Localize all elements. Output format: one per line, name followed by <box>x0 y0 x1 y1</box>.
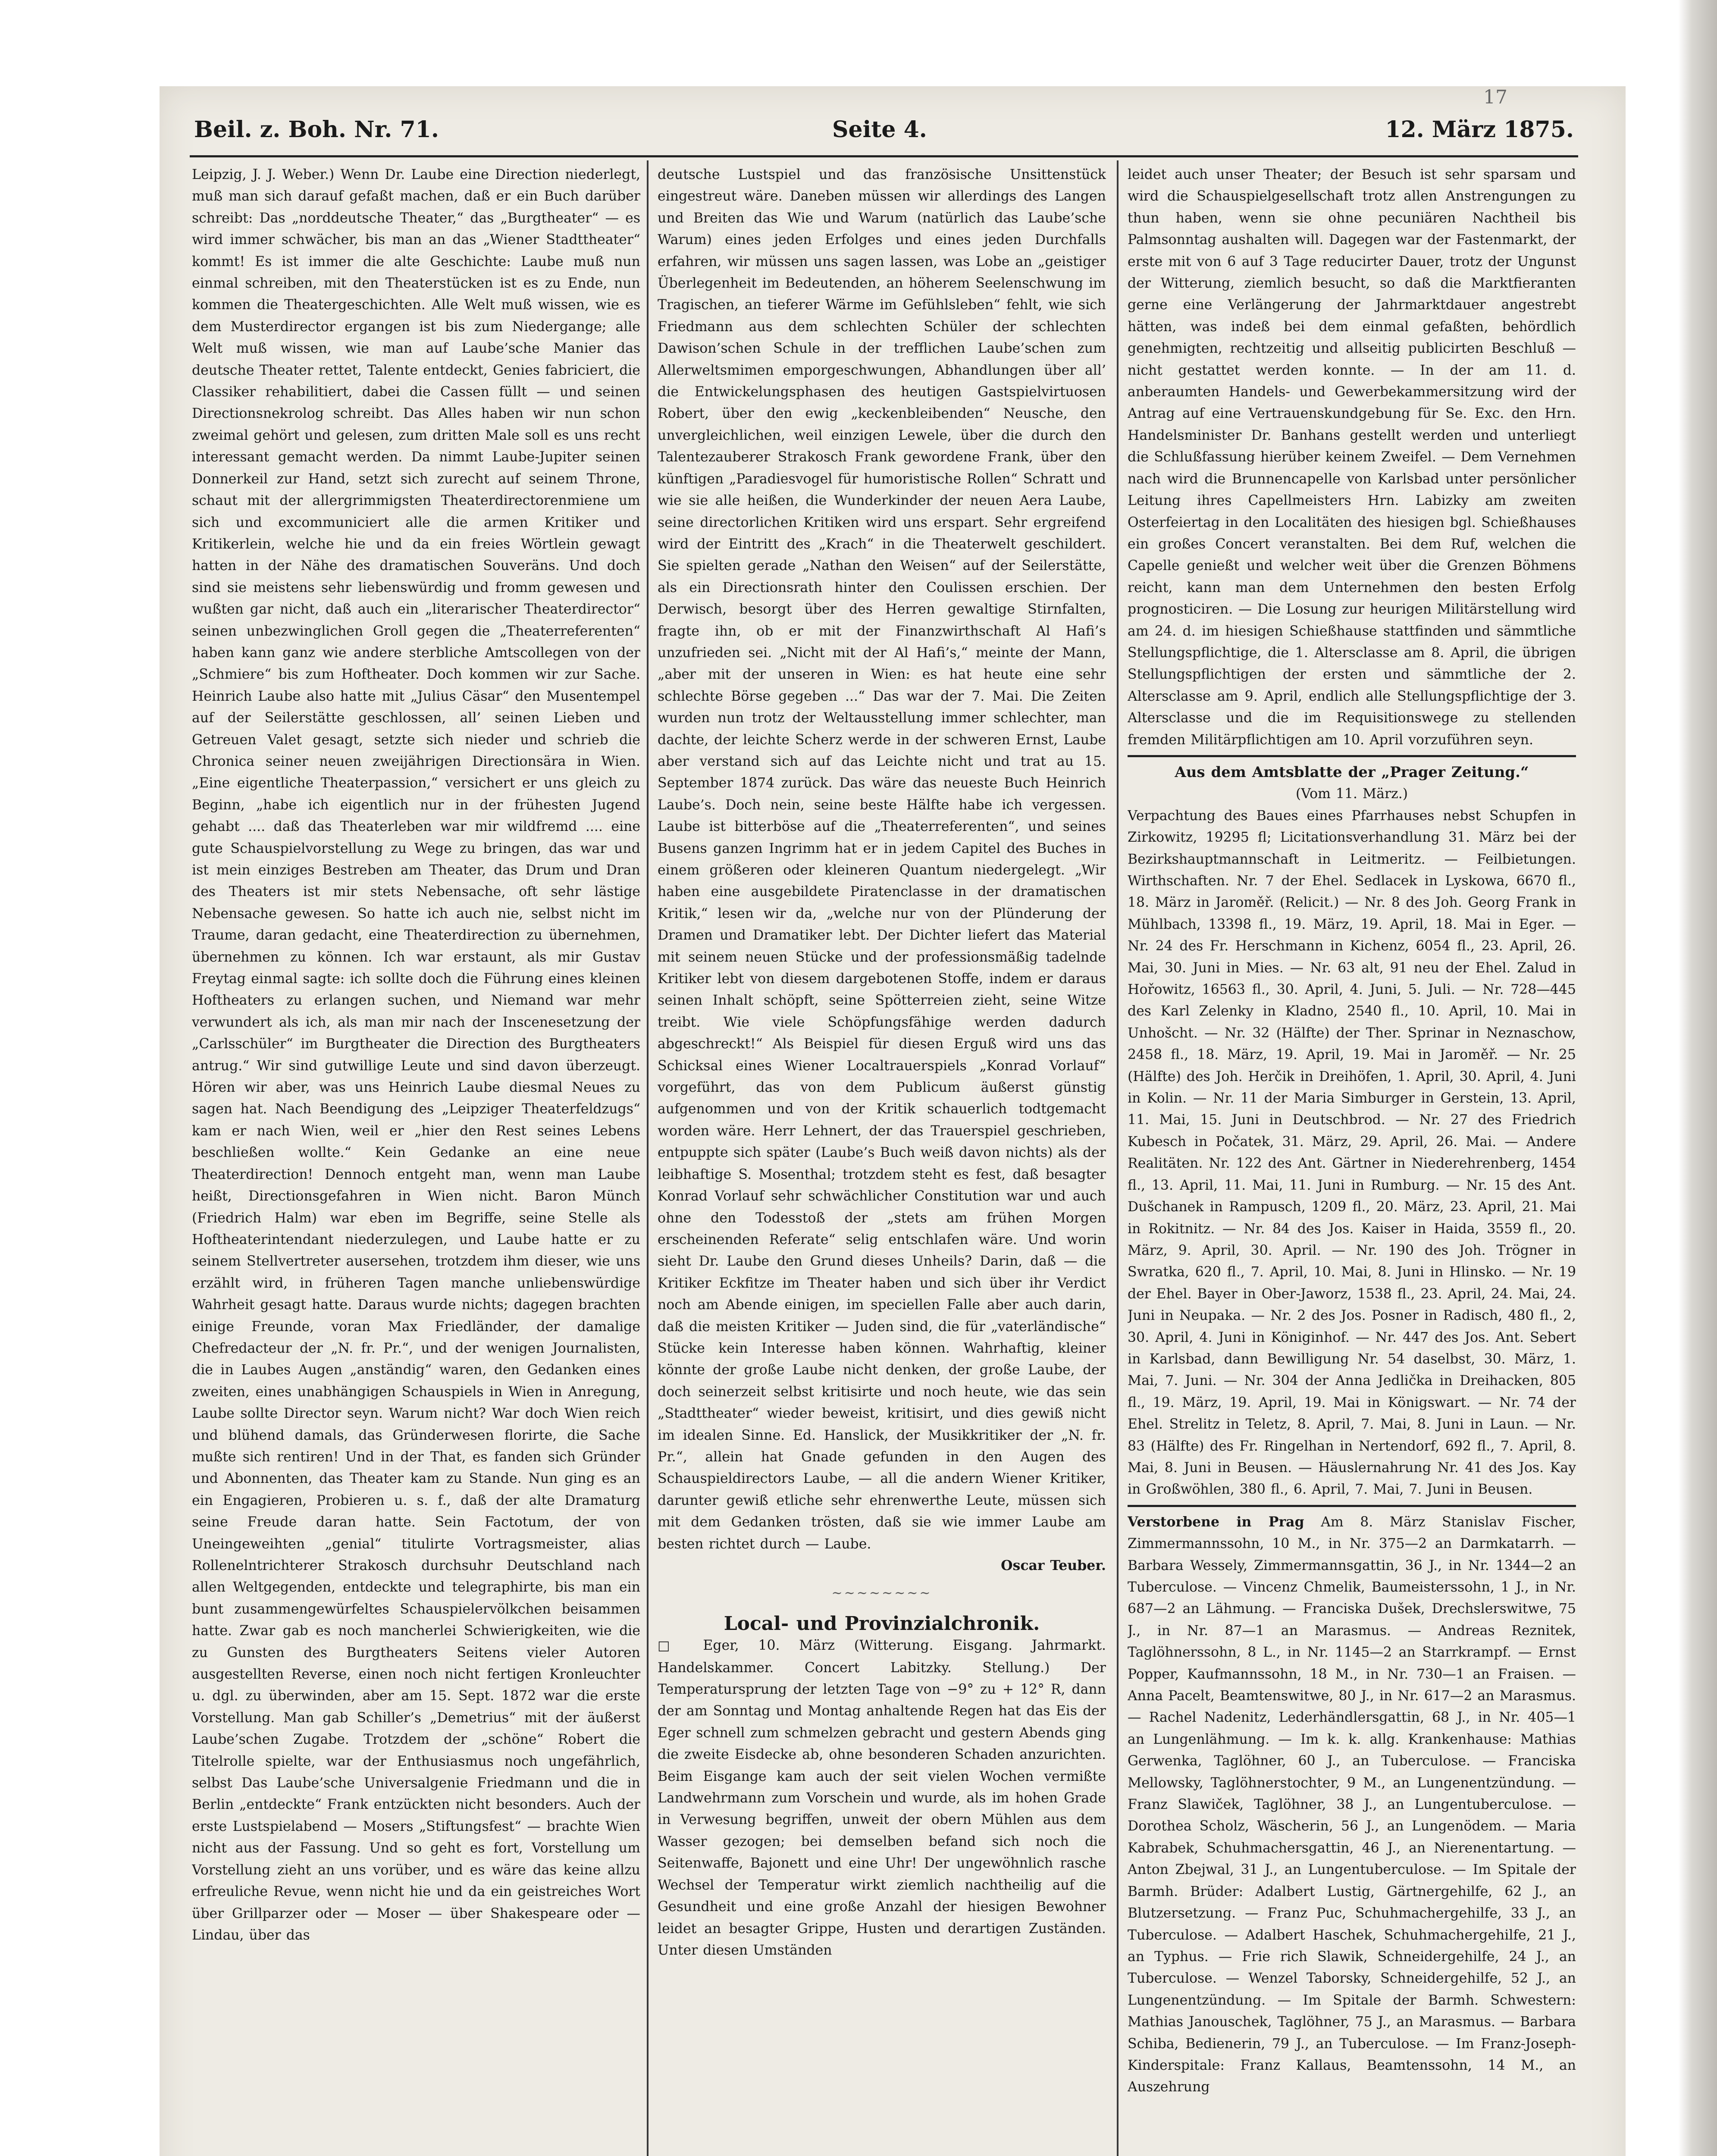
supplement-reference: Beil. z. Boh. Nr. 71. <box>194 116 439 143</box>
laube-review-continued: deutsche Lustspiel und das französische Unsittenstück eingestreut wäre. Daneben müssen wir allerdings des Langen und Breiten das Wie und Warum (natürlich das Laube’sche Warum) eines jeden Erfolges und eines jeden Durchfalls erfahren, wir müssen uns sagen lassen, was Lobe an „geistiger Überlegenheit im Bedeutenden, an höherem Seelenschwung im Tragischen, an tieferer Wärme im Gefühlsleben“ fehlt, wie sich Friedmann aus dem schlechten Schüler der schlechten Dawison’schen Schule in der trefflichen Laube’schen zum Allerweltsmimen emporgeschwungen, Abhandlungen über all’ die Entwickelungsphasen des heutigen Gastspielvirtuosen Robert, über den ewig „keckenbleibenden“ Neusche, den unvergleichlichen, weil einzigen Lewele, über die durch den Talentezauberer Strakosch Frank gewordene Frank, über den künftigen „Paradiesvogel für humoristische Rollen“ Schratt und wie sie alle heißen, die Wunderkinder der neuen Aera Laube, seine directorlichen Kritiken wird uns erspart. Sehr ergreifend wird der Eintritt des „Krach“ in die Theaterwelt geschildert. Sie spielten gerade „Nathan den Weisen“ auf der Seilerstätte, als ein Directionsrath hinter den Coulissen erschien. Der Derwisch, besorgt über des Herren gewaltige Stirnfalten, fragte ihn, ob er mit der Finanzwirthschaft Al Hafi’s unzufrieden sei. „Nicht mit der Al Hafi’s,“ meinte der Mann, „aber mit der unseren in Wien: es hat heute eine sehr schlechte Börse gegeben ...“ Das war der 7. Mai. Die Zeiten wurden nun trotz der Weltausstellung immer schlechter, man dachte, der leichte Scherz werde in der schweren Ernst, Laube aber verstand sich auf das Leichte nicht und trat au 15. September 1874 zurück. Das wäre das neueste Buch Heinrich Laube’s. Doch nein, seine beste Hälfte habe ich vergessen. Laube ist bitterböse auf die „Theaterreferenten“, und seines Busens ganzen Ingrimm hat er in jedem Capitel des Buches in einem größeren oder kleineren Quantum niedergelegt. „Wir haben eine ausgebildete Piratenclasse in der dramatischen Kritik,“ lesen wir da, „welche nur von der Plünderung der Dramen und Dramatiker lebt. Der Dichter liefert das Material mit seinem neuen Stücke und der professionsmäßig tadelnde Kritiker lebt von diesem dargebotenen Stoffe, indem er daraus seinen Inhalt schöpft, seine Spötterreien zieht, seine Witze treibt. Wie viele Schöpfungsfähige werden dadurch abgeschreckt!“ Als Beispiel für diesen Erguß wird uns das Schicksal eines Wiener Localtrauerspiels „Konrad Vorlauf“ vorgeführt, das von dem Publicum äußerst günstig aufgenommen und von der Kritik schauerlich todtgemacht worden wäre. Herr Lehnert, der das Trauerspiel geschrieben, entpuppte sich später (Laube’s Buch weiß davon nichts) als der leibhaftige S. Mosenthal; trotzdem steht es fest, daß besagter Konrad Vorlauf sehr schwächlicher Constitution war und auch ohne den Todesstoß der „stets am frühen Morgen erscheinenden Referate“ selig entschlafen wäre. Und worin sieht Dr. Laube den Grund dieses Unheils? Darin, daß — die Kritiker Eckfitze im Theater haben und sich über ihr Verdict noch am Abende einigen, im speciellen Falle aber auch darin, daß die meisten Kritiker — Juden sind, die für „vaterländische“ Stücke kein Interesse haben können. Wahrhaftig, kleiner könnte der große Laube nicht denken, der große Laube, der doch seinerzeit selbst kritisirte und noch heute, wie das sein „Stadttheater“ wieder beweist, kritisirt, und dies gewiß nicht im idealen Sinne. Ed. Hanslick, der Musikkritiker der „N. fr. Pr.“, allein hat Gnade gefunden in den Augen des Schauspieldirectors Laube, — all die andern Wiener Kritiker, darunter gewiß etliche sehr ehrenwerthe Leute, müssen sich mit dem Gedanken trösten, daß sie wie immer Laube am besten richtet durch — Laube. <box>658 167 1106 1552</box>
column-1 <box>192 164 640 2156</box>
author-signature: Oscar Teuber. <box>1001 1557 1106 1573</box>
column-divider <box>1117 160 1119 2156</box>
chronicle-eger-report <box>658 1635 1106 1961</box>
deaths-notice <box>1128 1511 1576 2098</box>
box-bullet-icon: □ <box>658 1638 703 1654</box>
issue-date: 12. März 1875. <box>1385 116 1574 143</box>
deaths-list: Am 8. März Stanislav Fischer, Zimmermannssohn, 10 M., in Nr. 375—2 an Darmkatarrh. — Barbara Wessely, Zimmermannsgattin, 36 J., in Nr. 1344—2 an Tuberculose. — Vincenz Chmelik, Baumeisterssohn, 1 J., in Nr. 687—2 an Lähmung. — Franciska Dušek, Drechslerswitwe, 75 J., in Nr. 87—1 an Marasmus. — Andreas Reznitek, Taglöhnerssohn, 8 L., in Nr. 1145—2 an Starrkrampf. — Ernst Popper, Kaufmannssohn, 18 M., in Nr. 730—1 an Fraisen. — Anna Pacelt, Beamtenswitwe, 80 J., in Nr. 617—2 an Marasmus. — Rachel Nadenitz, Lederhändlersgattin, 68 J., in Nr. 405—1 an Lungenlähmung. — Im k. k. allg. Krankenhause: Mathias Gerwenka, Taglöhner, 60 J., an Tuberculose. — Franciska Mellowsky, Taglöhnerstochter, 9 M., an Lungenentzündung. — Franz Slawiček, Taglöhner, 38 J., an Lungentuberculose. — Dorothea Scholz, Wäscherin, 56 J., an Lungenödem. — Maria Kabrabek, Schuhmachersgattin, 46 J., an Nierenentartung. — Anton Zbejwal, 31 J., an Lungentuberculose. — Im Spitale der Barmh. Brüder: Adalbert Lustig, Gärtnergehilfe, 62 J., an Blutzersetzung. — Franz Puc, Schuhmachergehilfe, 33 J., an Tuberculose. — Adalbert Haschek, Schuhmachergehilfe, 21 J., an Typhus. — Frie rich Slawik, Schneidergehilfe, 24 J., an Tuberculose. — Wenzel Taborsky, Schneidergehilfe, 52 J., an Lungenentzündung. — Im Spitale der Barmh. Schwestern: Mathias Janouschek, Taglöhner, 75 J., an Marasmus. — Barbara Schiba, Bedienerin, 79 J., an Tuberculose. — Im Franz-Joseph-Kinderspitale: Franz Kallaus, Beamtenssohn, 14 M., an Auszehrung <box>1128 1514 1576 2095</box>
page-header <box>194 116 1574 151</box>
chronicle-heading: Local- und Provinzialchronik. <box>724 1612 1040 1635</box>
deaths-heading: Verstorbene in Prag <box>1128 1514 1304 1530</box>
column-divider <box>647 160 649 2156</box>
column-2 <box>658 164 1106 2156</box>
corner-pencil-mark: 17 <box>1483 86 1507 108</box>
eger-report-continued: leidet auch unser Theater; der Besuch ist sehr sparsam und wird die Schauspielgesellschaft trotz allen Anstrengungen zu thun haben, wenn sie ohne pecuniären Nachtheil bis Palmsonntag aushalten will. Dagegen war der Fastenmarkt, der erste mit von 6 auf 3 Tage reducirter Dauer, trotz der Ungunst der Witterung, ziemlich besucht, so daß die Marktfieranten gerne eine Verlängerung der Jahrmarktdauer angestrebt hätten, was indeß bei dem einmal gefaßten, behördlich genehmigten, rechtzeitig und allseitig publicirten Beschluß — nicht gestattet werden konnte. — In der am 11. d. anberaumten Handels- und Gewerbekammersitzung wird der Antrag auf eine Vertrauenskundgebung für Se. Exc. den Hrn. Handelsminister Dr. Banhans gestellt werden und unterliegt die Schlußfassung hierüber keinem Zweifel. — Dem Vernehmen nach wird die Brunnencapelle von Karlsbad unter persönlicher Leitung ihres Capellmeisters Hrn. Labizky am zweiten Osterfeiertag in den Localitäten des hiesigen bgl. Schießhauses ein großes Concert veranstalten. Bei dem Ruf, welchen die Capelle genießt und welcher weit über die Grenzen Böhmens reicht, kann man dem Unternehmen den besten Erfolg prognosticiren. — Die Losung zur heurigen Militärstellung wird am 24. d. im hiesigen Schießhause stattfinden und sämmtliche Stellungspflichtige, die 1. Altersclasse am 8. April, die übrigen Stellungspflichtigen der ersten und sämmtliche der 2. Altersclasse am 9. April, endlich alle Stellungspflichtige der 3. Altersclasse und die im Requisitionswege zu stellenden fremden Militärpflichtigen am 10. April vorzuführen seyn. <box>1128 167 1576 748</box>
section-rule <box>1128 755 1576 757</box>
chronicle-eger-text: Eger, 10. März (Witterung. Eisgang. Jahrmarkt. Handelskammer. Concert Labitzky. Stellung.) Der Temperatursprung der letzten Tage von −9° zu + 12° R, dann der am Sonntag und Montag anhaltende Regen hat das Eis der Eger schnell zum schmelzen gebracht und gestern Abends ging die zweite Eisdecke ab, ohne besonderen Schaden anzurichten. Beim Eisgange kam auch der seit vielen Wochen vermißte Landwehrmann zum Vorschein und wurde, als im hohen Grade in Verwesung begriffen, unweit der obern Mühlen aus dem Wasser gezogen; bei demselben befand sich noch die Seitenwaffe, Bajonett und eine Uhr! Der ungewöhnlich rasche Wechsel der Temperatur wirkt ziemlich nachtheilig auf die Gesundheit und eine große Anzahl der hiesigen Bewohner leidet an besagter Grippe, Husten und derartigen Zuständen. Unter diesen Umständen <box>658 1638 1106 1958</box>
header-rule <box>190 155 1578 157</box>
section-rule <box>1128 1505 1576 1507</box>
amtsblatt-date: (Vom 11. März.) <box>1295 786 1408 802</box>
binding-shadow <box>1678 0 1717 2156</box>
column-3 <box>1128 164 1576 2156</box>
section-ornament: ∼∼∼∼∼∼∼∼ <box>831 1586 932 1601</box>
amtsblatt-heading: Aus dem Amtsblatte der „Prager Zeitung.“ <box>1175 763 1529 781</box>
laube-review-text: Leipzig, J. J. Weber.) Wenn Dr. Laube eine Direction niederlegt, muß man sich darauf gefaßt machen, daß er ein Buch darüber schreibt: Das „norddeutsche Theater,“ das „Burgtheater“ — es wird immer schwächer, bis man an das „Wiener Stadttheater“ kommt! Es ist immer die alte Geschichte: Laube muß nun einmal schreiben, mit den Theaterstücken ist es zu Ende, nun kommen die Theatergeschichten. Alle Welt muß wissen, wie es dem Musterdirector ergangen ist bis zum Niedergange; alle Welt muß wissen, wie man auf Laube’sche Manier das deutsche Theater rettet, Talente entdeckt, Genies fabriciert, die Classiker rehabilitiert, dabei die Cassen füllt — und seinen Directionsnekrolog schreibt. Das Alles haben wir nun schon zweimal gehört und gelesen, zum dritten Male soll es uns recht interessant gemacht werden. Da nimmt Laube-Jupiter seinen Donnerkeil zur Hand, setzt sich zurecht auf seinem Throne, schaut mit der allergrimmigsten Theaterdirectorenmiene um sich und excommuniciert alle die armen Kritiker und Kritikerlein, welche hie und da ein freies Wörtlein gewagt hatten in der Nähe des dramatischen Souveräns. Und doch sind sie meistens sehr liebenswürdig und fromm gewesen und wußten gar nicht, daß auch ein „literarischer Theaterdirector“ seinen unbezwinglichen Groll gegen die „Theaterreferenten“ haben kann ganz wie andere sterbliche Amtscollegen von der „Schmiere“ bis zum Hoftheater. Doch kommen wir zur Sache. Heinrich Laube also hatte mit „Julius Cäsar“ den Musentempel auf der Seilerstätte geschlossen, all’ seinen Lieben und Getreuen Valet gesagt, setzte sich nieder und schrieb die Chronica seiner neuen zweijährigen Directionsära in Wien. „Eine eigentliche Theaterpassion,“ versichert er uns gleich zu Beginn, „habe ich eigentlich nur in der frühesten Jugend gehabt .... daß das Theaterleben war mir wildfremd .... eine gute Schauspielvorstellung zu Wege zu bringen, das war und ist mein einziges Bestreben am Theater, das Drum und Dran des Theaters ist mir stets Nebensache, oft sehr lästige Nebensache gewesen. So hatte ich auch nie, selbst nicht im Traume, daran gedacht, eine Theaterdirection zu übernehmen, übernehmen zu können. Ich war erstaunt, als mir Gustav Freytag einmal sagte: ich sollte doch die Führung eines kleinen Hoftheaters zu erlangen suchen, und Niemand war mehr verwundert als ich, als man mir nach der Inscenesetzung der „Carlsschüler“ im Burgtheater die Direction des Burgtheaters antrug.“ Wir sind gutwillige Leute und sind davon überzeugt. Hören wir aber, was uns Heinrich Laube diesmal Neues zu sagen hat. Nach Beendigung des „Leipziger Theaterfeldzugs“ kam er nach Wien, weil er „hier den Rest seines Lebens beschließen wollte.“ Kein Gedanke an eine neue Theaterdirection! Dennoch entgeht man, wenn man Laube heißt, Directionsgefahren in Wien nicht. Baron Münch (Friedrich Halm) war eben im Begriffe, seine Stelle als Hoftheaterintendant niederzulegen, und Laube hatte er zu seinem Stellvertreter ausersehen, trotzdem ihm dieser, wie uns erzählt wird, in früheren Tagen manche unliebenswürdige Wahrheit gesagt hatte. Daraus wurde nichts; dagegen brachten einige Freunde, voran Max Friedländer, der damalige Chefredacteur der „N. fr. Pr.“, und der wenigen Journalisten, die in Laubes Augen „anständig“ waren, den Gedanken eines zweiten, eines unabhängigen Schauspiels in Wien in Anregung, Laube sollte Director seyn. Warum nicht? War doch Wien reich und blühend damals, das Gründerwesen florirte, die Sache mußte sich rentiren! Und in der That, es fanden sich Gründer und Abonnenten, das Theater kam zu Stande. Nun ging es an ein Engagieren, Probieren u. s. f., daß der alte Dramaturg seine Freude daran hatte. Sein Factotum, der von Uneingeweihten „genial“ titulirte Vortragsmeister, alias Rollenelntrichterer Strakosch durchsuhr Deutschland nach allen Weltgegenden, entdeckte und telegraphirte, bis man ein bunt zusammengewürfeltes Schauspielervölkchen beisammen hatte. Zwar gab es noch mancherlei Schwierigkeiten, wie die zu Gunsten des Burgtheaters Seitens vieler Autoren ausgestellten Reverse, einen noch nicht fertigen Kronleuchter u. dgl. zu überwinden, aber am 15. Sept. 1872 war die erste Vorstellung. Man gab Schiller’s „Demetrius“ mit der äußerst Laube’schen Zugabe. Trotzdem der „schöne“ Robert die Titelrolle spielte, war der Enthusiasmus noch ungefährlich, selbst Das Laube’sche Universalgenie Friedmann und die in Berlin „entdeckte“ Frank entzückten nicht besonders. Auch der erste Lustspielabend — Mosers „Stiftungsfest“ — brachte Wien nicht aus der Fassung. Und so geht es fort, Vorstellung um Vorstellung zieht an uns vorüber, und es wäre das keine allzu erfreuliche Revue, wenn nicht hie und da ein geistreiches Wort über Grillparzer oder — Moser — über Shakespeare oder — Lindau, über das <box>192 167 640 1943</box>
page-number: Seite 4. <box>832 116 927 143</box>
amtsblatt-listings: Verpachtung des Baues eines Pfarrhauses nebst Schupfen in Zirkowitz, 19295 fl; Licitationsverhandlung 31. März bei der Bezirkshauptmannschaft in Leitmeritz. — Feilbietungen. Wirthschaften. Nr. 7 der Ehel. Sedlacek in Lyskowa, 6670 fl., 18. März in Jaroměř. (Relicit.) — Nr. 8 des Joh. Georg Frank in Mühlbach, 13398 fl., 19. März, 19. April, 18. Mai in Eger. — Nr. 24 des Fr. Herschmann in Kichenz, 6054 fl., 23. April, 26. Mai, 30. Juni in Mies. — Nr. 63 alt, 91 neu der Ehel. Zalud in Hořowitz, 16563 fl., 30. April, 4. Juni, 5. Juli. — Nr. 728—445 des Karl Zelenky in Kladno, 2540 fl., 10. April, 10. Mai in Unhošcht. — Nr. 32 (Hälfte) der Ther. Sprinar in Neznaschow, 2458 fl., 18. März, 19. April, 19. Mai in Jaroměř. — Nr. 25 (Hälfte) des Joh. Herčik in Dreihöfen, 1. April, 30. April, 4. Juni in Kolin. — Nr. 11 der Maria Simburger in Gerstein, 13. April, 11. Mai, 15. Juni in Deutschbrod. — Nr. 27 des Friedrich Kubesch in Počatek, 31. März, 29. April, 26. Mai. — Andere Realitäten. Nr. 122 des Ant. Gärtner in Niederehrenberg, 1454 fl., 13. April, 11. Mai, 11. Juni in Rumburg. — Nr. 15 des Ant. Dušchanek in Rampusch, 1209 fl., 20. März, 23. April, 21. Mai in Rokitnitz. — Nr. 84 des Jos. Kaiser in Haida, 3559 fl., 20. März, 9. April, 30. April. — Nr. 190 des Joh. Trögner in Swratka, 620 fl., 7. April, 10. Mai, 8. Juni in Hlinsko. — Nr. 19 der Ehel. Bayer in Ober-Jaworz, 1538 fl., 23. April, 24. Mai, 24. Juni in Neupaka. — Nr. 2 des Jos. Posner in Radisch, 480 fl., 2, 30. April, 4. Juni in Königinhof. — Nr. 447 des Jos. Ant. Sebert in Karlsbad, dann Bewilligung Nr. 54 daselbst, 30. März, 1. Mai, 7. Juni. — Nr. 304 der Anna Jedlička in Dreihacken, 805 fl., 19. März, 19. April, 19. Mai in Königswart. — Nr. 74 der Ehel. Strelitz in Teletz, 8. April, 7. Mai, 8. Juni in Laun. — Nr. 83 (Hälfte) des Fr. Ringelhan in Nertendorf, 692 fl., 7. April, 8. Mai, 8. Juni in Beusen. — Häuslernahrung Nr. 41 des Jos. Kay in Großwöhlen, 380 fl., 6. April, 7. Mai, 7. Juni in Beusen. <box>1128 808 1576 1498</box>
